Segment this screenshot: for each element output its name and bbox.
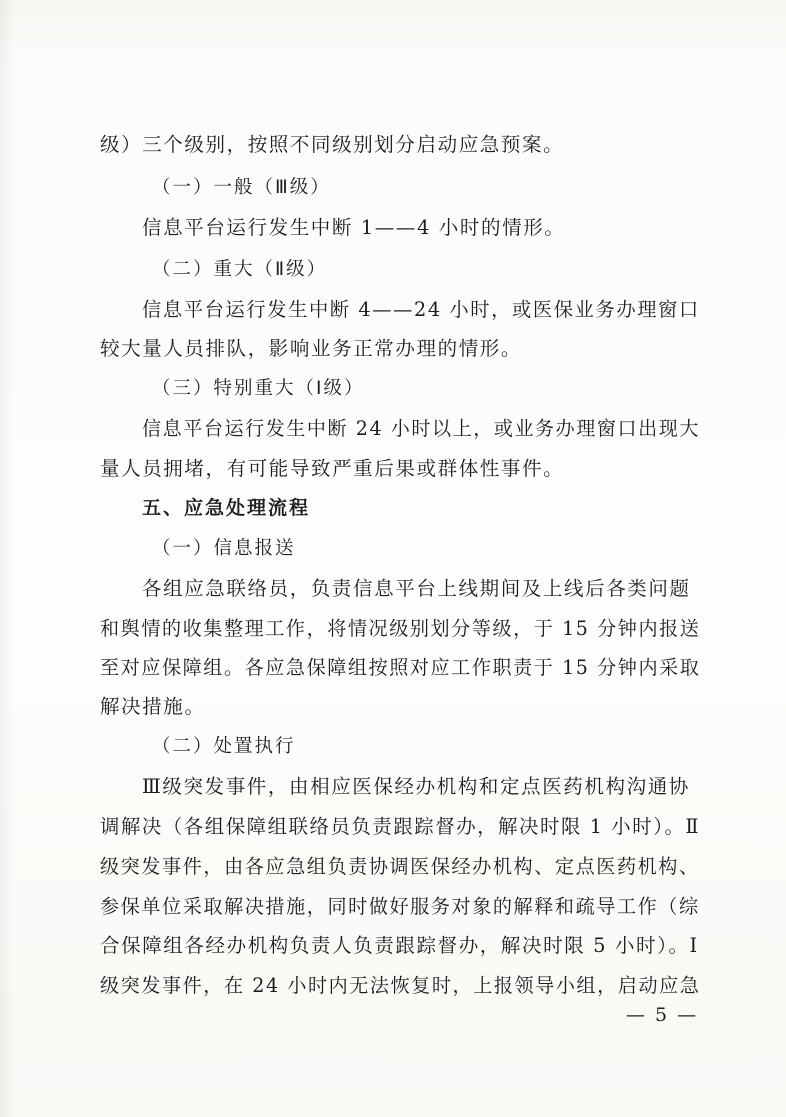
text-line-15: 解决措施。 — [100, 695, 206, 718]
subheading-especially-major-level1: （三）特别重大（Ⅰ级） — [152, 378, 365, 399]
subheading-major-level2: （二）重大（Ⅱ级） — [152, 259, 328, 280]
text-line-1: 级）三个级别，按照不同级别划分启动应急预案。 — [100, 133, 565, 156]
text-line-6: 较大量人员排队，影响业务正常办理的情形。 — [100, 337, 523, 360]
section-heading-emergency-process: 五、应急处理流程 — [142, 497, 311, 519]
text-line-21: 合保障组各经办机构负责人负责跟踪督办，解决时限 5 小时）。Ⅰ — [100, 934, 699, 957]
scan-edge-shadow — [0, 0, 14, 1117]
text-line-20: 参保单位采取解决措施，同时做好服务对象的解释和疏导工作（综 — [100, 895, 700, 918]
text-line-5: 信息平台运行发生中断 4——24 小时，或医保业务办理窗口 — [142, 298, 700, 321]
subheading-general-level3: （一）一般（Ⅲ级） — [152, 177, 331, 198]
text-line-13: 和舆情的收集整理工作，将情况级别划分等级，于 15 分钟内报送 — [100, 617, 701, 640]
text-line-17: Ⅲ级突发事件，由相应医保经办机构和定点医药机构沟通协 — [142, 775, 690, 798]
subheading-handling-execution: （二）处置执行 — [152, 736, 296, 757]
text-line-9: 量人员拥堵，有可能导致严重后果或群体性事件。 — [100, 457, 565, 480]
text-line-12: 各组应急联络员，负责信息平台上线期间及上线后各类问题 — [142, 577, 691, 600]
page-number: — 5 — — [626, 1004, 699, 1026]
text-line-18: 调解决（各组保障组联络员负责跟踪督办，解决时限 1 小时）。Ⅱ — [100, 815, 701, 838]
text-line-14: 至对应保障组。各应急保障组按照对应工作职责于 15 分钟内采取 — [100, 656, 701, 679]
subheading-information-report: （一）信息报送 — [152, 538, 296, 559]
text-line-19: 级突发事件，由各应急组负责协调医保经办机构、定点医药机构、 — [100, 855, 700, 878]
text-line-8: 信息平台运行发生中断 24 小时以上，或业务办理窗口出现大 — [142, 417, 700, 440]
text-line-3: 信息平台运行发生中断 1——4 小时的情形。 — [142, 216, 566, 239]
text-line-22: 级突发事件，在 24 小时内无法恢复时，上报领导小组，启动应急 — [100, 974, 701, 997]
